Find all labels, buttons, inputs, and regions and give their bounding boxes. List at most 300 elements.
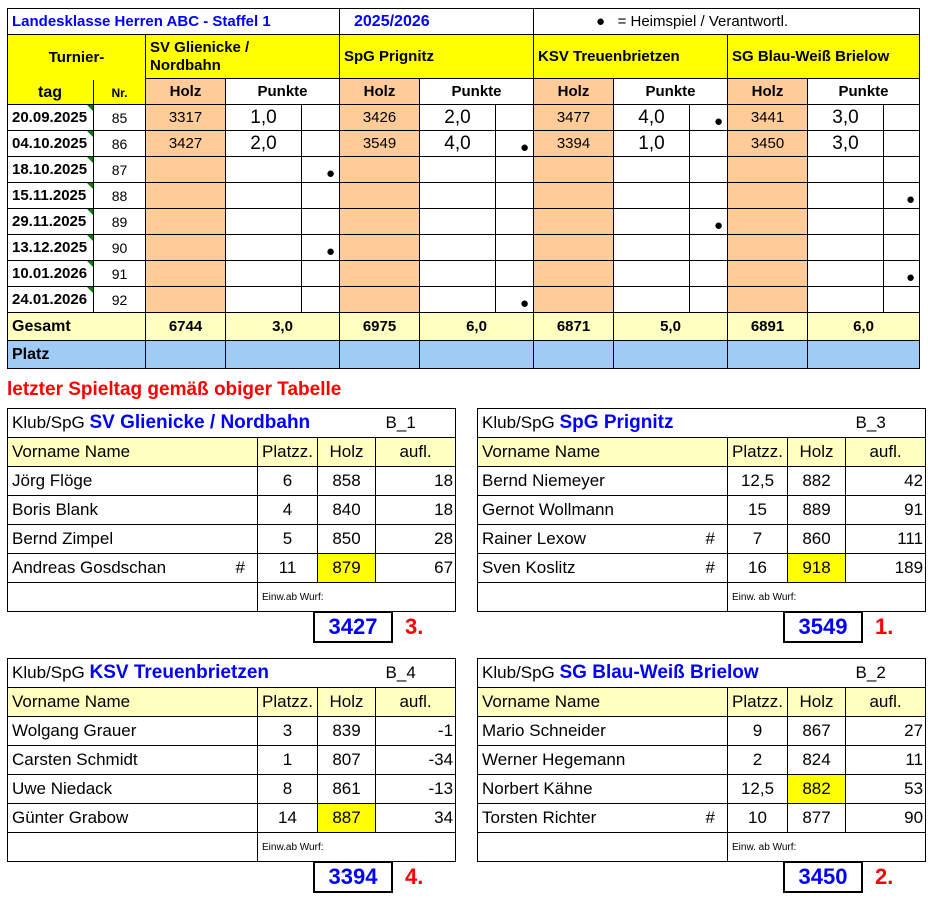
box-rank: 2.	[875, 864, 894, 889]
schedule-table	[7, 8, 920, 369]
box-rank: 3.	[405, 614, 424, 639]
home-dot-cell	[884, 105, 920, 131]
platz-cell	[808, 341, 920, 369]
schedule-row	[8, 157, 920, 183]
holz-cell	[728, 261, 808, 287]
player-name: Boris Blank	[8, 496, 206, 525]
col-platzz-header: Platzz.	[258, 688, 318, 717]
player-row	[8, 717, 456, 746]
punkte-cell	[614, 183, 690, 209]
home-dot-cell	[496, 261, 534, 287]
punkte-cell	[420, 261, 496, 287]
holz-header: Holz	[728, 79, 808, 105]
einw-label: Einw.ab Wurf:	[258, 583, 456, 612]
home-dot-icon: ●	[596, 13, 606, 30]
player-name: Werner Hegemann	[478, 746, 676, 775]
home-dot-cell: ●	[496, 287, 534, 313]
legend	[534, 9, 920, 35]
holz-cell	[146, 261, 226, 287]
gesamt-punkte: 6,0	[420, 313, 534, 341]
player-platzz: 8	[258, 775, 318, 804]
punkte-cell: 3,0	[808, 105, 884, 131]
player-platzz: 2	[728, 746, 788, 775]
holz-header: Holz	[340, 79, 420, 105]
home-dot-cell	[884, 131, 920, 157]
col-name-header: Vorname Name	[8, 688, 258, 717]
player-aufl: -13	[376, 775, 456, 804]
punkte-cell: 3,0	[808, 131, 884, 157]
player-name: Mario Schneider	[478, 717, 676, 746]
player-mark	[206, 496, 258, 525]
home-dot-cell: ●	[302, 235, 340, 261]
schedule-row	[8, 209, 920, 235]
player-holz: 889	[788, 496, 846, 525]
home-dot-cell	[496, 105, 534, 131]
player-holz: 877	[788, 804, 846, 833]
team-box	[7, 408, 456, 612]
holz-cell: 3394	[534, 131, 614, 157]
player-mark: #	[676, 525, 728, 554]
player-name: Jörg Flöge	[8, 467, 206, 496]
punkte-cell	[808, 235, 884, 261]
holz-cell	[534, 261, 614, 287]
player-platzz: 4	[258, 496, 318, 525]
box-total: 3394	[313, 861, 393, 893]
holz-cell	[534, 235, 614, 261]
player-aufl: 67	[376, 554, 456, 583]
holz-cell	[146, 209, 226, 235]
box-code: B_1	[376, 409, 456, 438]
player-row	[8, 746, 456, 775]
punkte-cell	[226, 209, 302, 235]
player-holz: 861	[318, 775, 376, 804]
player-mark	[676, 467, 728, 496]
punkte-cell	[808, 157, 884, 183]
player-aufl: -1	[376, 717, 456, 746]
team-box	[7, 658, 456, 862]
holz-cell	[146, 235, 226, 261]
holz-cell	[534, 209, 614, 235]
punkte-cell	[226, 287, 302, 313]
home-dot-cell	[496, 209, 534, 235]
holz-cell	[728, 209, 808, 235]
gesamt-punkte: 3,0	[226, 313, 340, 341]
holz-cell: 3477	[534, 105, 614, 131]
team-header-2: SpG Prignitz	[340, 35, 534, 79]
player-row	[8, 467, 456, 496]
punkte-header: Punkte	[808, 79, 920, 105]
punkte-cell	[226, 235, 302, 261]
nr-cell: 88	[94, 183, 146, 209]
player-platzz: 12,5	[728, 775, 788, 804]
box-team-name: SG Blau-Weiß Brielow	[559, 662, 759, 683]
box-rank: 1.	[875, 614, 894, 639]
date-cell: 13.12.2025	[8, 235, 94, 261]
player-aufl: 111	[846, 525, 926, 554]
player-holz: 807	[318, 746, 376, 775]
nr-cell: 85	[94, 105, 146, 131]
date-cell: 20.09.2025	[8, 105, 94, 131]
player-mark	[206, 717, 258, 746]
player-mark	[206, 467, 258, 496]
punkte-header: Punkte	[226, 79, 340, 105]
last-day-note: letzter Spieltag gemäß obiger Tabelle	[7, 379, 342, 400]
player-name: Wolgang Grauer	[8, 717, 206, 746]
player-name: Günter Grabow	[8, 804, 206, 833]
player-holz: 850	[318, 525, 376, 554]
home-dot-cell	[302, 131, 340, 157]
nr-cell: 89	[94, 209, 146, 235]
player-name: Norbert Kähne	[478, 775, 676, 804]
punkte-cell	[226, 157, 302, 183]
home-dot-cell: ●	[690, 209, 728, 235]
player-aufl: 91	[846, 496, 926, 525]
player-platzz: 16	[728, 554, 788, 583]
punkte-header: Punkte	[614, 79, 728, 105]
holz-cell	[146, 183, 226, 209]
holz-header: Holz	[534, 79, 614, 105]
player-holz: 840	[318, 496, 376, 525]
team-header-1: SV Glienicke / Nordbahn	[146, 35, 340, 79]
date-cell: 04.10.2025	[8, 131, 94, 157]
team-header-3: KSV Treuenbrietzen	[534, 35, 728, 79]
platz-label: Platz	[8, 341, 146, 369]
player-mark: #	[676, 804, 728, 833]
home-dot-cell	[884, 209, 920, 235]
player-row	[8, 775, 456, 804]
player-mark: #	[676, 554, 728, 583]
holz-cell	[728, 235, 808, 261]
player-aufl: 18	[376, 467, 456, 496]
home-dot-cell	[302, 287, 340, 313]
player-mark	[206, 746, 258, 775]
holz-cell	[146, 287, 226, 313]
holz-cell	[340, 261, 420, 287]
punkte-cell	[420, 209, 496, 235]
box-total: 3427	[313, 611, 393, 643]
turnier-header: Turnier-	[8, 35, 146, 105]
holz-cell: 3427	[146, 131, 226, 157]
player-name: Rainer Lexow	[478, 525, 676, 554]
comment-marker-icon	[87, 209, 93, 215]
player-row	[478, 496, 926, 525]
holz-cell: 3450	[728, 131, 808, 157]
home-dot-cell	[690, 131, 728, 157]
holz-cell	[340, 235, 420, 261]
player-platzz: 14	[258, 804, 318, 833]
schedule-row	[8, 235, 920, 261]
box-code: B_4	[376, 659, 456, 688]
home-dot-cell	[690, 235, 728, 261]
comment-marker-icon	[87, 183, 93, 189]
player-holz: 882	[788, 775, 846, 804]
gesamt-holz: 6891	[728, 313, 808, 341]
home-dot-cell: ●	[884, 261, 920, 287]
player-row	[478, 554, 926, 583]
player-holz: 839	[318, 717, 376, 746]
col-holz-header: Holz	[318, 688, 376, 717]
legend-text: = Heimspiel / Verantwortl.	[617, 13, 789, 30]
col-platzz-header: Platzz.	[728, 438, 788, 467]
player-holz: 867	[788, 717, 846, 746]
home-dot-cell: ●	[690, 105, 728, 131]
box-empty	[8, 583, 258, 612]
home-dot-cell	[690, 183, 728, 209]
box-title: Klub/SpG KSV Treuenbrietzen	[8, 659, 376, 688]
holz-cell	[146, 157, 226, 183]
player-mark	[206, 775, 258, 804]
home-dot-cell: ●	[884, 183, 920, 209]
platz-cell	[340, 341, 420, 369]
player-mark	[206, 525, 258, 554]
box-empty	[478, 583, 728, 612]
player-holz: 824	[788, 746, 846, 775]
home-dot-cell	[690, 261, 728, 287]
player-platzz: 10	[728, 804, 788, 833]
player-name: Bernd Niemeyer	[478, 467, 676, 496]
col-aufl-header: aufl.	[846, 438, 926, 467]
platz-cell	[614, 341, 728, 369]
punkte-cell	[226, 183, 302, 209]
holz-cell: 3317	[146, 105, 226, 131]
col-aufl-header: aufl.	[376, 438, 456, 467]
box-code: B_2	[846, 659, 926, 688]
punkte-cell	[808, 287, 884, 313]
player-platzz: 9	[728, 717, 788, 746]
box-title: Klub/SpG SG Blau-Weiß Brielow	[478, 659, 846, 688]
punkte-cell	[420, 183, 496, 209]
schedule-row	[8, 183, 920, 209]
home-dot-cell	[884, 157, 920, 183]
schedule-row	[8, 105, 920, 131]
home-dot-cell	[690, 287, 728, 313]
holz-cell	[340, 183, 420, 209]
holz-cell	[728, 287, 808, 313]
punkte-cell: 1,0	[614, 131, 690, 157]
player-aufl: 11	[846, 746, 926, 775]
player-mark	[676, 717, 728, 746]
gesamt-holz: 6744	[146, 313, 226, 341]
date-cell: 29.11.2025	[8, 209, 94, 235]
box-title: Klub/SpG SpG Prignitz	[478, 409, 846, 438]
player-aufl: 27	[846, 717, 926, 746]
tag-header: tag	[38, 84, 62, 101]
punkte-cell	[808, 261, 884, 287]
box-rank: 4.	[405, 864, 424, 889]
home-dot-cell	[496, 183, 534, 209]
punkte-cell	[420, 157, 496, 183]
einw-label: Einw.ab Wurf:	[258, 833, 456, 862]
platz-cell	[420, 341, 534, 369]
einw-label: Einw. ab Wurf:	[728, 583, 926, 612]
punkte-cell: 4,0	[420, 131, 496, 157]
gesamt-label: Gesamt	[8, 313, 146, 341]
player-row	[8, 525, 456, 554]
player-aufl: 42	[846, 467, 926, 496]
box-team-name: SV Glienicke / Nordbahn	[89, 412, 311, 433]
comment-marker-icon	[87, 157, 93, 163]
holz-cell	[728, 183, 808, 209]
gesamt-holz: 6871	[534, 313, 614, 341]
player-row	[8, 804, 456, 833]
punkte-cell	[614, 287, 690, 313]
home-dot-cell	[302, 261, 340, 287]
player-platzz: 15	[728, 496, 788, 525]
home-dot-cell	[302, 209, 340, 235]
player-mark: #	[206, 554, 258, 583]
player-aufl: 53	[846, 775, 926, 804]
col-name-header: Vorname Name	[478, 688, 728, 717]
home-dot-cell: ●	[496, 131, 534, 157]
col-holz-header: Holz	[788, 688, 846, 717]
player-row	[478, 525, 926, 554]
date-cell: 18.10.2025	[8, 157, 94, 183]
player-aufl: 34	[376, 804, 456, 833]
punkte-cell	[614, 235, 690, 261]
col-name-header: Vorname Name	[478, 438, 728, 467]
holz-cell	[340, 209, 420, 235]
punkte-cell	[808, 209, 884, 235]
comment-marker-icon	[87, 131, 93, 137]
player-platzz: 3	[258, 717, 318, 746]
col-name-header: Vorname Name	[8, 438, 258, 467]
player-name: Gernot Wollmann	[478, 496, 676, 525]
home-dot-cell	[496, 235, 534, 261]
platz-cell	[146, 341, 226, 369]
punkte-cell	[614, 209, 690, 235]
home-dot-cell	[884, 287, 920, 313]
date-cell: 15.11.2025	[8, 183, 94, 209]
team-box	[477, 658, 926, 862]
date-cell: 24.01.2026	[8, 287, 94, 313]
holz-cell: 3549	[340, 131, 420, 157]
box-team-name: KSV Treuenbrietzen	[89, 662, 269, 683]
comment-marker-icon	[87, 261, 93, 267]
schedule-body	[8, 105, 920, 313]
player-row	[478, 804, 926, 833]
col-holz-header: Holz	[788, 438, 846, 467]
holz-cell	[534, 183, 614, 209]
league-title: Landesklasse Herren ABC - Staffel 1	[8, 9, 340, 35]
comment-marker-icon	[87, 235, 93, 241]
holz-cell	[340, 157, 420, 183]
player-row	[8, 554, 456, 583]
schedule-row	[8, 131, 920, 157]
player-holz: 860	[788, 525, 846, 554]
home-dot-cell	[690, 157, 728, 183]
player-platzz: 1	[258, 746, 318, 775]
holz-cell: 3426	[340, 105, 420, 131]
player-aufl: 18	[376, 496, 456, 525]
player-name: Andreas Gosdschan	[8, 554, 206, 583]
team-header-4: SG Blau-Weiß Brielow	[728, 35, 920, 79]
player-mark	[676, 496, 728, 525]
player-mark	[676, 746, 728, 775]
punkte-cell	[420, 235, 496, 261]
player-holz: 879	[318, 554, 376, 583]
player-row	[478, 746, 926, 775]
player-aufl: -34	[376, 746, 456, 775]
player-row	[478, 775, 926, 804]
player-holz: 858	[318, 467, 376, 496]
home-dot-cell: ●	[302, 157, 340, 183]
home-dot-cell	[302, 183, 340, 209]
col-aufl-header: aufl.	[376, 688, 456, 717]
holz-cell	[728, 157, 808, 183]
punkte-cell: 1,0	[226, 105, 302, 131]
nr-cell: 90	[94, 235, 146, 261]
season: 2025/2026	[340, 9, 534, 35]
holz-cell: 3441	[728, 105, 808, 131]
box-total: 3450	[783, 861, 863, 893]
gesamt-holz: 6975	[340, 313, 420, 341]
nr-cell: 92	[94, 287, 146, 313]
home-dot-cell	[302, 105, 340, 131]
punkte-cell: 2,0	[420, 105, 496, 131]
col-holz-header: Holz	[318, 438, 376, 467]
punkte-cell: 2,0	[226, 131, 302, 157]
punkte-cell	[614, 157, 690, 183]
nr-cell: 86	[94, 131, 146, 157]
player-platzz: 12,5	[728, 467, 788, 496]
schedule-row	[8, 287, 920, 313]
col-aufl-header: aufl.	[846, 688, 926, 717]
player-row	[478, 717, 926, 746]
punkte-cell	[226, 261, 302, 287]
player-aufl: 90	[846, 804, 926, 833]
player-holz: 918	[788, 554, 846, 583]
nr-cell: 91	[94, 261, 146, 287]
box-code: B_3	[846, 409, 926, 438]
punkte-header: Punkte	[420, 79, 534, 105]
box-empty	[8, 833, 258, 862]
player-holz: 887	[318, 804, 376, 833]
holz-header: Holz	[146, 79, 226, 105]
box-team-name: SpG Prignitz	[559, 412, 674, 433]
schedule-row	[8, 261, 920, 287]
holz-cell	[534, 287, 614, 313]
gesamt-punkte: 6,0	[808, 313, 920, 341]
comment-marker-icon	[87, 287, 93, 293]
player-aufl: 189	[846, 554, 926, 583]
player-aufl: 28	[376, 525, 456, 554]
box-empty	[478, 833, 728, 862]
punkte-cell	[808, 183, 884, 209]
player-row	[8, 496, 456, 525]
platz-cell	[728, 341, 808, 369]
player-platzz: 5	[258, 525, 318, 554]
player-platzz: 7	[728, 525, 788, 554]
punkte-cell	[420, 287, 496, 313]
player-row	[478, 467, 926, 496]
holz-cell	[534, 157, 614, 183]
holz-cell	[340, 287, 420, 313]
box-total: 3549	[783, 611, 863, 643]
nr-cell: 87	[94, 157, 146, 183]
punkte-cell: 4,0	[614, 105, 690, 131]
player-name: Bernd Zimpel	[8, 525, 206, 554]
player-platzz: 11	[258, 554, 318, 583]
home-dot-cell	[496, 157, 534, 183]
player-holz: 882	[788, 467, 846, 496]
player-mark	[206, 804, 258, 833]
nr-header: Nr.	[93, 80, 145, 106]
player-mark	[676, 775, 728, 804]
date-cell: 10.01.2026	[8, 261, 94, 287]
player-name: Torsten Richter	[478, 804, 676, 833]
player-platzz: 6	[258, 467, 318, 496]
platz-cell	[534, 341, 614, 369]
